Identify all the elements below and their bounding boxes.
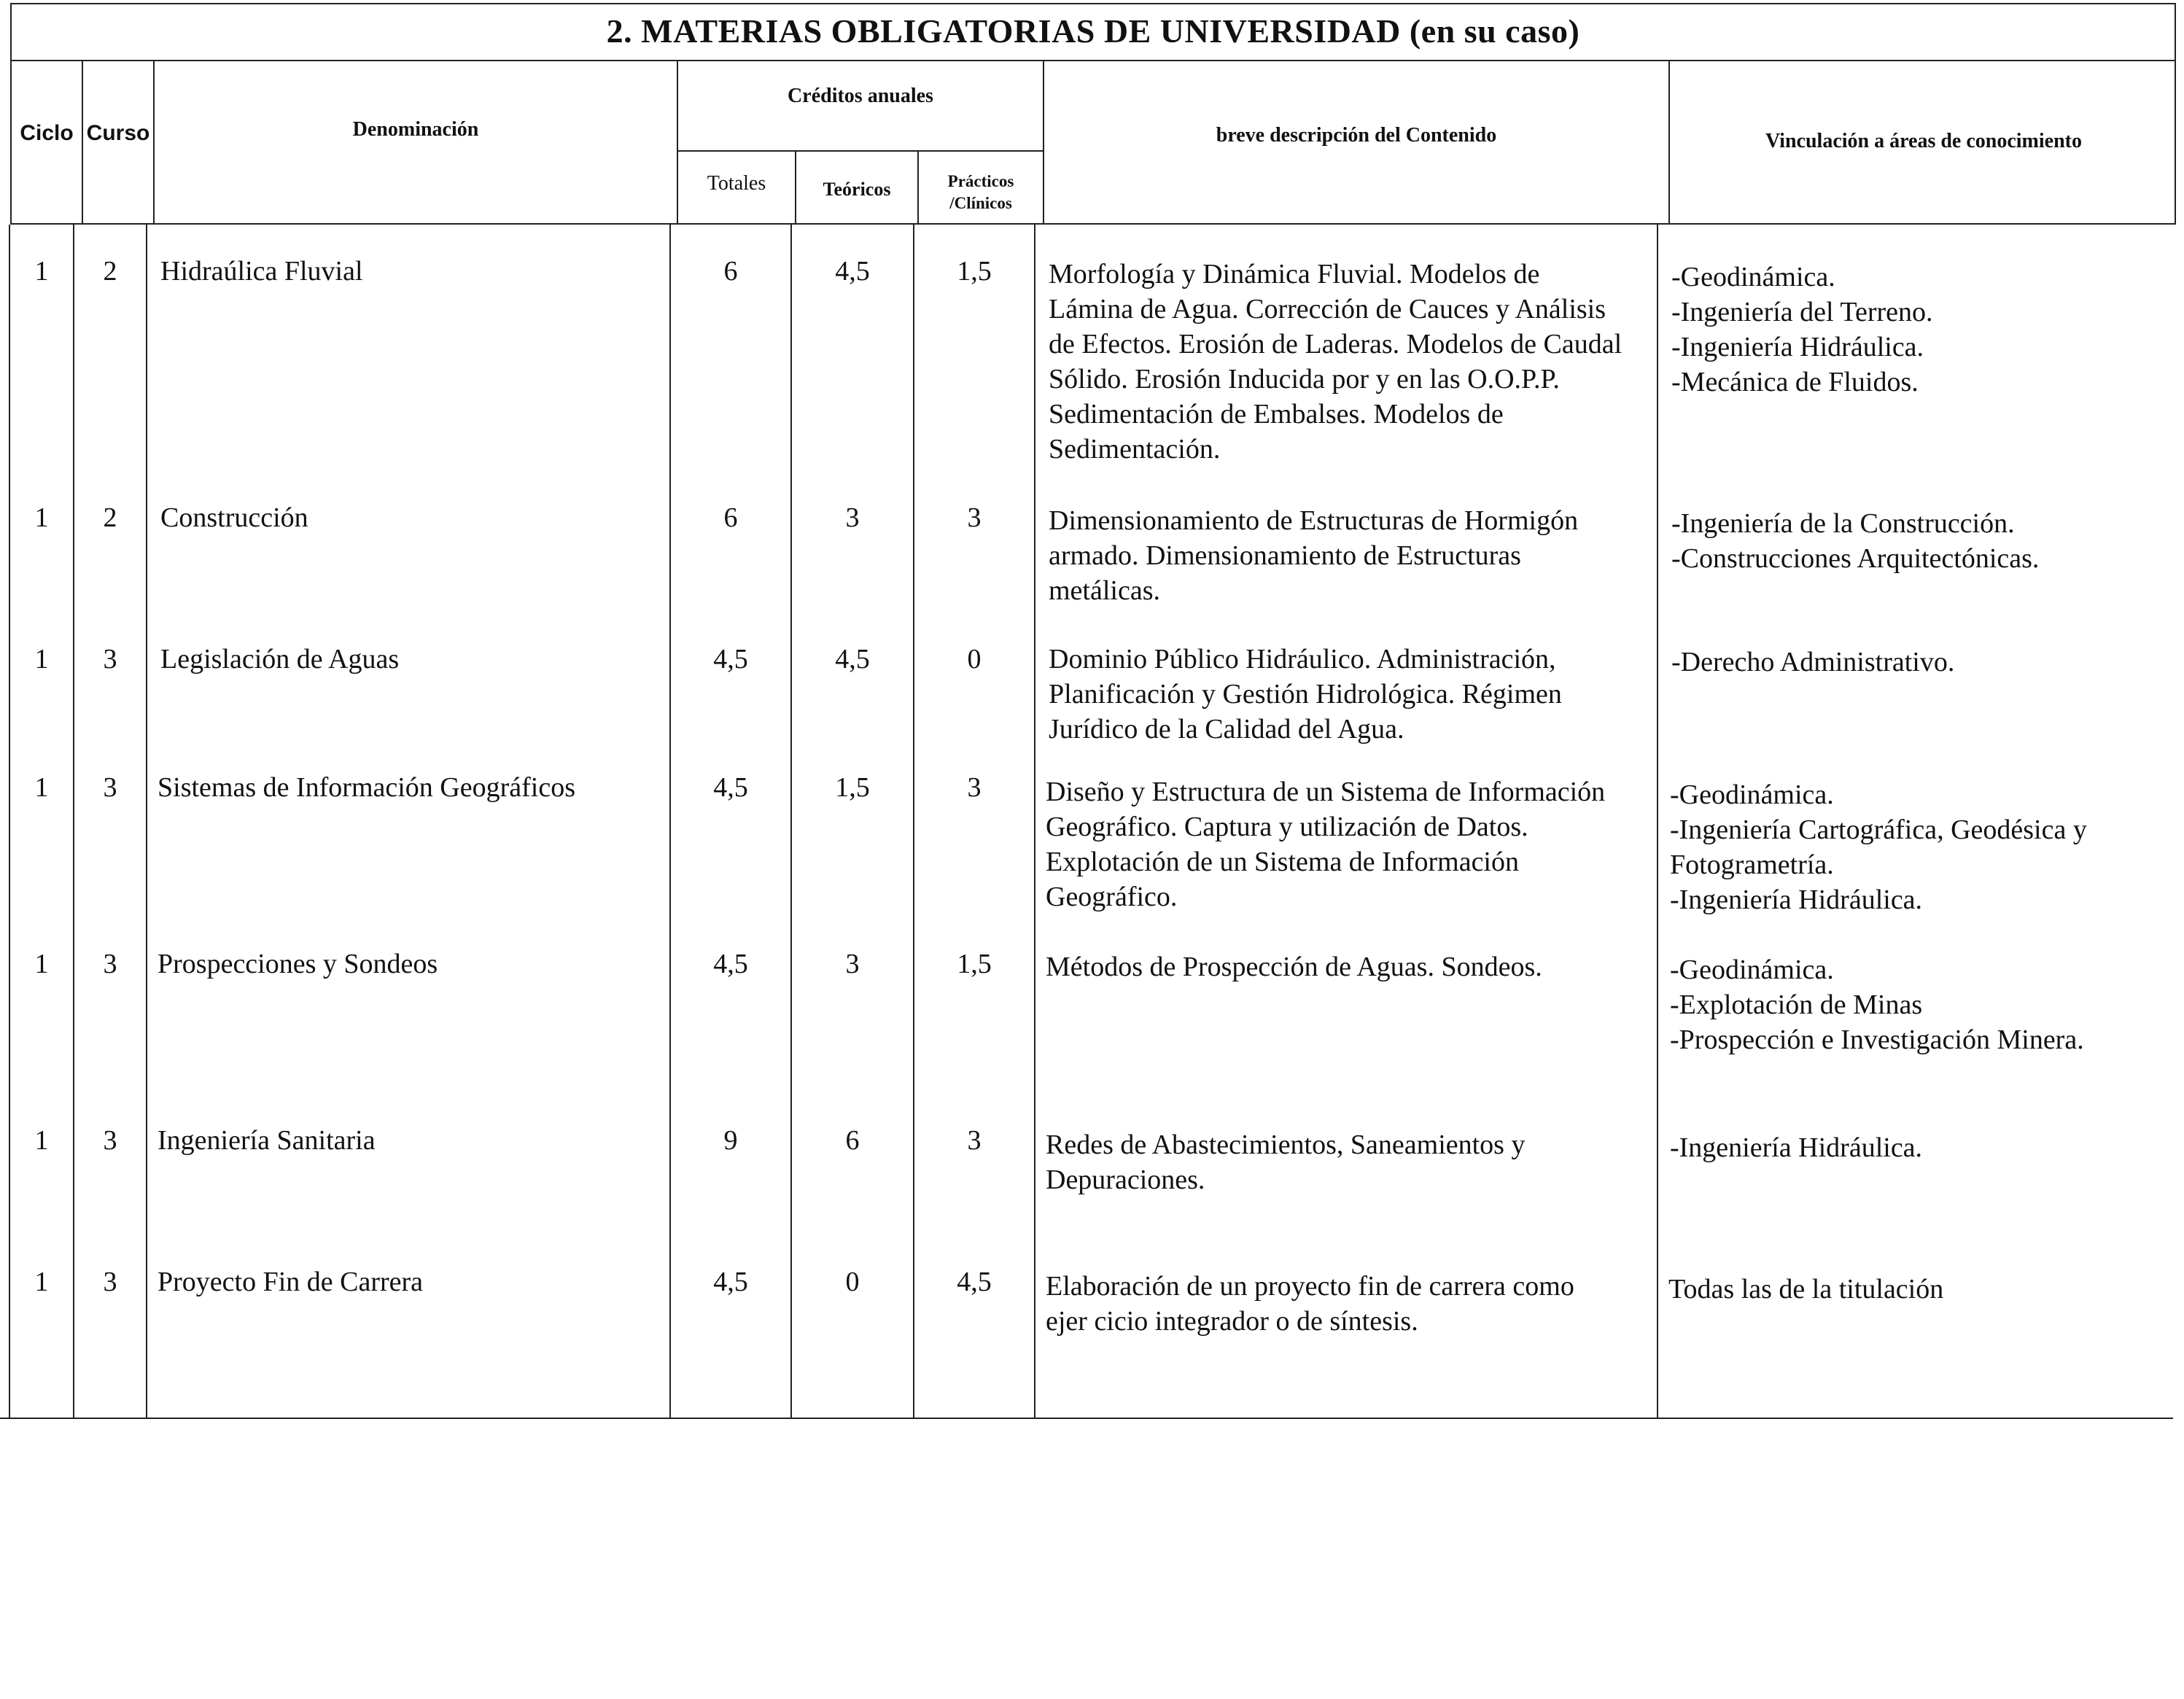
header-denominacion: Denominación: [352, 118, 479, 141]
row1-denominacion: Hidraúlica Fluvial: [160, 256, 363, 287]
row1-descripcion: Morfología y Dinámica Fluvial. Modelos de Lámina de Agua. Corrección de Cauces y Análisis de Efectos. Erosión de Laderas. Modelos de Caudal Sólido. Erosión Inducida por y en las O.O.P.P. Sedimentación de Embalses. Modelos de Sedimentación.: [1049, 259, 1623, 464]
row3-curso: 3: [103, 644, 117, 674]
column-line: [73, 225, 74, 1418]
row7-descripcion: Elaboración de un proyecto fin de carrera como ejer cicio integrador o de síntesis.: [1046, 1271, 1574, 1337]
table-header: [10, 61, 2176, 225]
row6-curso: 3: [103, 1125, 117, 1156]
row5-areas: -Geodinámica. -Explotación de Minas -Prospección e Investigación Minera.: [1670, 955, 2084, 1055]
row1-totales: 6: [723, 256, 738, 287]
column-line: [790, 225, 792, 1418]
row1-ciclo: 1: [34, 256, 49, 287]
row6-practicos: 3: [967, 1125, 982, 1156]
header-ciclo: Ciclo: [20, 121, 74, 145]
row5-denominacion: Prospecciones y Sondeos: [158, 949, 438, 979]
row2-teoricos: 3: [845, 502, 860, 533]
row1-areas: -Geodinámica. -Ingeniería del Terreno. -Ingeniería Hidráulica. -Mecánica de Fluidos.: [1671, 262, 1933, 397]
row4-ciclo: 1: [34, 772, 49, 803]
row1-curso: 2: [103, 256, 117, 287]
row7-curso: 3: [103, 1267, 117, 1297]
row5-descripcion: Métodos de Prospección de Aguas. Sondeos.: [1046, 952, 1542, 982]
table-bottom-border: [0, 1418, 2173, 1419]
row6-areas: -Ingeniería Hidráulica.: [1670, 1132, 1923, 1163]
header-creditos: Créditos anuales: [788, 85, 933, 107]
title-box: [10, 3, 2176, 61]
row7-teoricos: 0: [845, 1267, 860, 1297]
row6-teoricos: 6: [845, 1125, 860, 1156]
row5-teoricos: 3: [845, 949, 860, 979]
header-totales: Totales: [707, 172, 766, 195]
column-line: [669, 225, 671, 1418]
header-practicos: Prácticos /Clínicos: [947, 172, 1014, 212]
header-divider: [153, 61, 155, 225]
row4-teoricos: 1,5: [835, 772, 870, 803]
row4-totales: 4,5: [713, 772, 748, 803]
row2-ciclo: 1: [34, 502, 49, 533]
column-line: [9, 225, 10, 1418]
header-bottom-border: [10, 223, 2176, 225]
row5-curso: 3: [103, 949, 117, 979]
column-line: [146, 225, 147, 1418]
row6-descripcion: Redes de Abastecimientos, Saneamientos y Depuraciones.: [1046, 1130, 1526, 1195]
header-descripcion: breve descripción del Contenido: [1216, 124, 1497, 147]
row6-ciclo: 1: [34, 1125, 49, 1156]
row4-curso: 3: [103, 772, 117, 803]
document-title: 2. MATERIAS OBLIGATORIAS DE UNIVERSIDAD (en su caso): [606, 12, 1580, 50]
row4-denominacion: Sistemas de Información Geográficos: [158, 772, 575, 803]
column-line: [913, 225, 914, 1418]
header-teoricos: Teóricos: [823, 179, 891, 200]
row3-practicos: 0: [967, 644, 982, 674]
row3-teoricos: 4,5: [835, 644, 870, 674]
row7-practicos: 4,5: [957, 1267, 992, 1297]
row2-descripcion: Dimensionamiento de Estructuras de Hormigón armado. Dimensionamiento de Estructuras metálicas.: [1049, 505, 1579, 606]
header-vinculacion: Vinculación a áreas de conocimiento: [1765, 130, 2082, 152]
row2-totales: 6: [723, 502, 738, 533]
row5-ciclo: 1: [34, 949, 49, 979]
header-curso: Curso: [86, 121, 150, 145]
row2-denominacion: Construcción: [160, 502, 308, 533]
row3-ciclo: 1: [34, 644, 49, 674]
row4-descripcion: Diseño y Estructura de un Sistema de Información Geográfico. Captura y utilización de Datos. Explotación de un Sistema de Información Geográfico.: [1046, 777, 1606, 912]
row6-denominacion: Ingeniería Sanitaria: [158, 1125, 376, 1156]
row5-practicos: 1,5: [957, 949, 992, 979]
row6-totales: 9: [723, 1125, 738, 1156]
row3-descripcion: Dominio Público Hidráulico. Administración, Planificación y Gestión Hidrológica. Régimen Jurídico de la Calidad del Agua.: [1049, 644, 1562, 744]
credits-divider: [677, 150, 1044, 152]
row5-totales: 4,5: [713, 949, 748, 979]
row3-areas: -Derecho Administrativo.: [1671, 647, 1955, 677]
row2-curso: 2: [103, 502, 117, 533]
row1-practicos: 1,5: [957, 256, 992, 287]
row4-practicos: 3: [967, 772, 982, 803]
row3-denominacion: Legislación de Aguas: [160, 644, 400, 674]
row3-totales: 4,5: [713, 644, 748, 674]
row7-denominacion: Proyecto Fin de Carrera: [158, 1267, 424, 1297]
row7-totales: 4,5: [713, 1267, 748, 1297]
row7-areas: Todas las de la titulación: [1668, 1274, 1944, 1305]
column-line: [1657, 225, 1658, 1418]
row2-areas: -Ingeniería de la Construcción. -Construcciones Arquitectónicas.: [1671, 508, 2040, 574]
row4-areas: -Geodinámica. -Ingeniería Cartográfica, Geodésica y Fotogrametría. -Ingeniería Hidráulica.: [1670, 779, 2087, 915]
row1-teoricos: 4,5: [835, 256, 870, 287]
column-line: [1034, 225, 1035, 1418]
row7-ciclo: 1: [34, 1267, 49, 1297]
row2-practicos: 3: [967, 502, 982, 533]
